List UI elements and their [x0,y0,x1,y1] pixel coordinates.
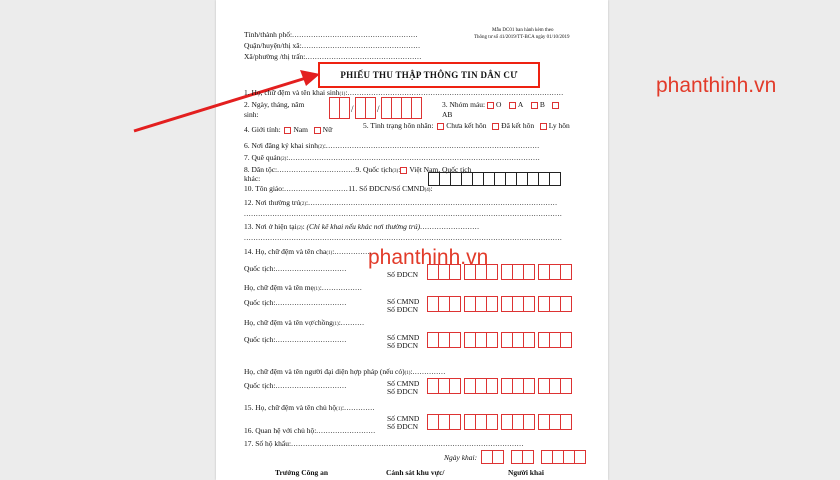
blood-ab-checkbox[interactable] [552,102,559,109]
dots-line: ...................................................................................................................................... [244,233,563,242]
field-dob-label2: sinh: [244,110,259,119]
father-nationality: Quốc tịch:.............................. [244,264,347,273]
spouse-nationality: Quốc tịch:.............................. [244,335,347,344]
dob-month-boxes[interactable] [355,97,375,119]
gender-male-checkbox[interactable] [284,127,291,134]
field-hometown: 7. Quê quán(2):.......................................................................................................... [244,153,541,162]
spouse-id-boxes[interactable] [427,332,571,348]
field-full-name: 1. Họ, chữ đệm và tên khai sinh(1):........................................................................................... [244,88,564,97]
circular-note: Thông tư số 41/2019/TT-BCA ngày 01/10/2019 [474,35,570,40]
rep-nationality: Quốc tịch:.............................. [244,381,347,390]
signature-area-police: Cảnh sát khu vực/ [386,468,445,477]
field-religion: 10. Tôn giáo:...........................11. Số ĐDCN/Số CMND(4): [244,184,433,193]
id-number-boxes[interactable] [428,172,560,186]
ward-line: Xã/phường /thị trấn:................................................. [244,52,422,61]
field-dob-label: 2. Ngày, tháng, năm [244,100,305,109]
field-spouse-name: Họ, chữ đệm và tên vợ/chồng(1):.......... [244,318,365,327]
rep-ddcn-label: Số ĐDCN [387,387,419,396]
rep-id-boxes[interactable] [427,378,571,394]
field-representative: Họ, chữ đệm và tên người đại diện hợp pháp (nếu có)(1):.............. [244,367,446,376]
mother-nationality: Quốc tịch:.............................. [244,298,347,307]
slash: / [377,104,380,114]
form-title: PHIẾU THU THẬP THÔNG TIN DÂN CƯ [340,70,518,80]
blood-o-checkbox[interactable] [487,102,494,109]
field-other-label: khác: [244,174,261,183]
dots-line: ...................................................................................................................................... [244,209,563,218]
form-code-note: Mẫu DC01 ban hành kèm theo [492,28,554,33]
marital-single-checkbox[interactable] [437,123,444,130]
mother-id-boxes[interactable] [427,296,571,312]
blood-ab-label: AB [442,110,453,119]
field-marital: 5. Tình trạng hôn nhân: Chưa kết hôn Đã kết hôn Ly hôn [363,121,570,130]
field-mother-name: Họ, chữ đệm và tên mẹ(1):................. [244,283,363,292]
field-ethnicity: 8. Dân tộc:.................................9. Quốc tịch(3): Việt Nam, Quốc tịch [244,165,472,174]
mother-ddcn-label: Số ĐDCN [387,305,419,314]
field-household-head: 15. Họ, chữ đệm và tên chủ hộ(1):............. [244,403,375,412]
mother-cmnd-label: Số CMND [387,297,420,306]
gender-female-checkbox[interactable] [314,127,321,134]
rep-cmnd-label: Số CMND [387,379,420,388]
marital-married-checkbox[interactable] [492,123,499,130]
blood-a-checkbox[interactable] [509,102,516,109]
field-birth-registration: 6. Nơi đăng ký khai sinh(2):.......................................................................................... [244,141,540,150]
marital-divorced-checkbox[interactable] [540,123,547,130]
field-relation: 16. Quan hệ với chủ hộ:......................... [244,426,376,435]
spouse-cmnd-label: Số CMND [387,333,420,342]
dob-day-boxes[interactable] [329,97,349,119]
head-ddcn-label: Số ĐDCN [387,422,419,431]
field-current-residence: 13. Nơi ở hiện tại(2): (Chỉ kê khai nếu khác nơi thường trú)......................... [244,222,480,231]
declaration-date-label: Ngày khai: [444,453,478,462]
field-household-book: 17. Số hộ khẩu:.................................................................................................. [244,439,524,448]
district-line: Quận/huyện/thị xã:.................................................. [244,41,421,50]
spouse-ddcn-label: Số ĐDCN [387,341,419,350]
blood-b-checkbox[interactable] [531,102,538,109]
watermark-mid: phanthinh.vn [368,246,489,269]
province-line: Tỉnh/thành phố:..................................................... [244,30,418,39]
head-cmnd-label: Số CMND [387,414,420,423]
nationality-vn-checkbox[interactable] [400,167,407,174]
field-father-name: 14. Họ, chữ đệm và tên cha(1):................ [244,247,373,256]
field-blood-type: 3. Nhóm máu: O A B [442,100,561,109]
dob-year-boxes[interactable] [381,97,421,119]
field-permanent-residence: 12. Nơi thường trú(2):......................................................................................................... [244,198,558,207]
slash: / [351,104,354,114]
signature-declarant: Người khai [508,468,544,477]
signature-police-head: Trưởng Công an [275,468,329,477]
head-id-boxes[interactable] [427,414,571,430]
watermark-top: phanthinh.vn [656,74,777,97]
declaration-date-boxes[interactable] [481,450,585,464]
father-id-label: Số ĐDCN [387,270,419,279]
field-gender: 4. Giới tính: Nam Nữ [244,125,333,134]
father-id-boxes[interactable] [427,264,571,280]
